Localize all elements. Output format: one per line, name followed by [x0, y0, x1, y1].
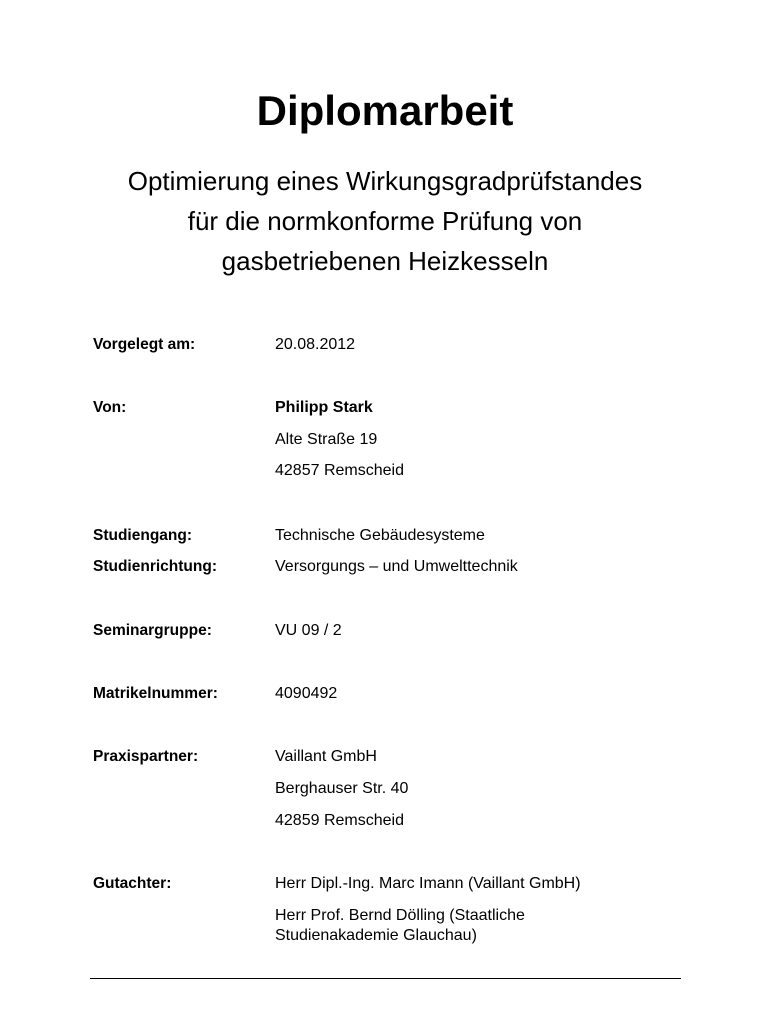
student-id-value: 4090492 — [275, 685, 338, 702]
study-direction-label: Studienrichtung: — [93, 558, 217, 575]
author-street: Alte Straße 19 — [275, 431, 378, 448]
submission-date-label: Vorgelegt am: — [93, 336, 196, 353]
industry-partner-company: Vaillant GmbH — [275, 748, 377, 765]
reviewer-second-line-1: Herr Prof. Bernd Dölling (Staatliche — [275, 907, 525, 924]
study-direction-value: Versorgungs – und Umwelttechnik — [275, 558, 518, 575]
subtitle-line: für die normkonforme Prüfung von — [187, 206, 583, 236]
study-program-value: Technische Gebäudesysteme — [275, 527, 485, 544]
submission-date-value: 20.08.2012 — [275, 336, 356, 353]
author-city: 42857 Remscheid — [275, 462, 404, 479]
author-name: Philipp Stark — [275, 399, 373, 416]
industry-partner-city: 42859 Remscheid — [275, 812, 404, 829]
subtitle-line: gasbetriebenen Heizkesseln — [221, 246, 549, 276]
reviewer-second-line-2: Studienakademie Glauchau) — [275, 927, 477, 944]
student-id-label: Matrikelnummer: — [93, 685, 218, 702]
footer-divider — [90, 978, 681, 979]
document-title: Diplomarbeit — [256, 87, 514, 134]
seminar-group-label: Seminargruppe: — [93, 622, 212, 639]
author-label: Von: — [93, 399, 127, 416]
study-program-label: Studiengang: — [93, 527, 193, 544]
industry-partner-label: Praxispartner: — [93, 748, 199, 765]
reviewer-first: Herr Dipl.-Ing. Marc Imann (Vaillant GmbH) — [275, 875, 581, 892]
reviewers-label: Gutachter: — [93, 875, 172, 892]
thesis-subtitle — [0, 161, 770, 281]
industry-partner-street: Berghauser Str. 40 — [275, 780, 409, 797]
seminar-group-value: VU 09 / 2 — [275, 622, 342, 639]
subtitle-line: Optimierung eines Wirkungsgradprüfstandes — [127, 166, 643, 196]
